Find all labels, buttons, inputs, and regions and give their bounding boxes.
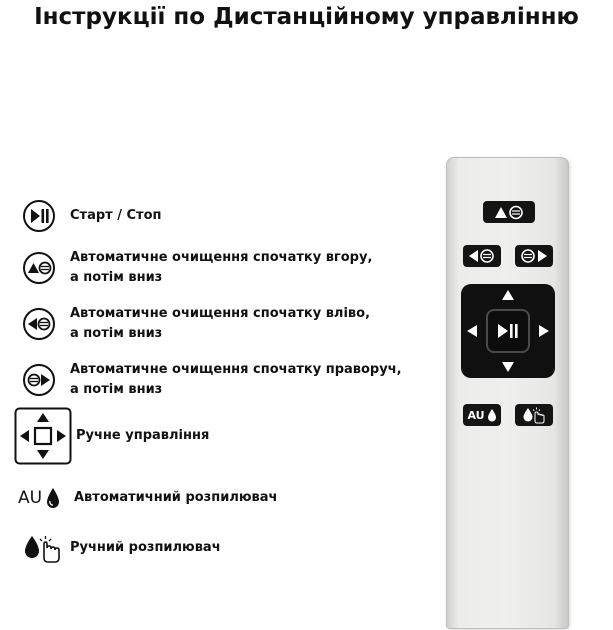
auto-clean-left-icon	[466, 248, 498, 264]
right-arrow-icon	[536, 322, 552, 340]
legend-text: Автоматичний розпилювач	[74, 490, 278, 505]
auto-spray-icon	[18, 480, 74, 516]
direction-pad	[461, 284, 555, 378]
drop-icon	[487, 408, 497, 422]
down-arrow-button[interactable]	[499, 359, 517, 375]
auto-clean-right-icon	[22, 362, 70, 398]
auto-clean-up-icon	[22, 250, 70, 286]
legend-auto-spray	[18, 480, 277, 516]
manual-spray-button[interactable]	[515, 404, 553, 426]
page-title: Інструкції по Дистанційному управлінню	[34, 4, 579, 30]
legend-manual-spray	[22, 530, 221, 566]
up-arrow-icon	[499, 287, 517, 303]
manual-spray-icon	[521, 406, 547, 424]
legend-text: Ручний розпилювач	[70, 540, 221, 555]
legend-text: Автоматичне очищення спочатку вліво, а потім вниз	[70, 306, 371, 341]
down-arrow-icon	[499, 359, 517, 375]
legend-auto-left	[22, 304, 370, 344]
play-pause-circle-icon	[22, 198, 70, 234]
legend-auto-up	[22, 248, 372, 288]
auto-clean-up-button[interactable]	[483, 201, 535, 223]
direction-pad-icon	[14, 406, 76, 466]
auto-spray-button[interactable]	[463, 404, 501, 426]
legend-text: Старт / Стоп	[70, 208, 162, 223]
au-text: AU	[467, 408, 485, 422]
auto-clean-up-icon	[491, 204, 527, 220]
up-arrow-button[interactable]	[499, 287, 517, 303]
remote-control	[446, 157, 569, 629]
auto-clean-left-button[interactable]	[463, 245, 501, 267]
auto-clean-right-icon	[518, 248, 550, 264]
start-stop-button[interactable]	[486, 309, 530, 353]
legend-text: Ручне управління	[76, 428, 210, 443]
manual-spray-icon	[22, 530, 70, 566]
au-text: AU	[18, 488, 43, 508]
right-arrow-button[interactable]	[536, 322, 552, 340]
legend-auto-right	[22, 360, 402, 400]
legend-text: Автоматичне очищення спочатку праворуч, а потім вниз	[70, 362, 402, 397]
left-arrow-icon	[464, 322, 480, 340]
legend-text: Автоматичне очищення спочатку вгору, а потім вниз	[70, 250, 373, 285]
legend-manual-control	[14, 406, 209, 466]
legend-start-stop	[22, 198, 161, 234]
left-arrow-button[interactable]	[464, 322, 480, 340]
play-pause-icon	[495, 322, 521, 340]
auto-clean-right-button[interactable]	[515, 245, 553, 267]
auto-clean-left-icon	[22, 306, 70, 342]
